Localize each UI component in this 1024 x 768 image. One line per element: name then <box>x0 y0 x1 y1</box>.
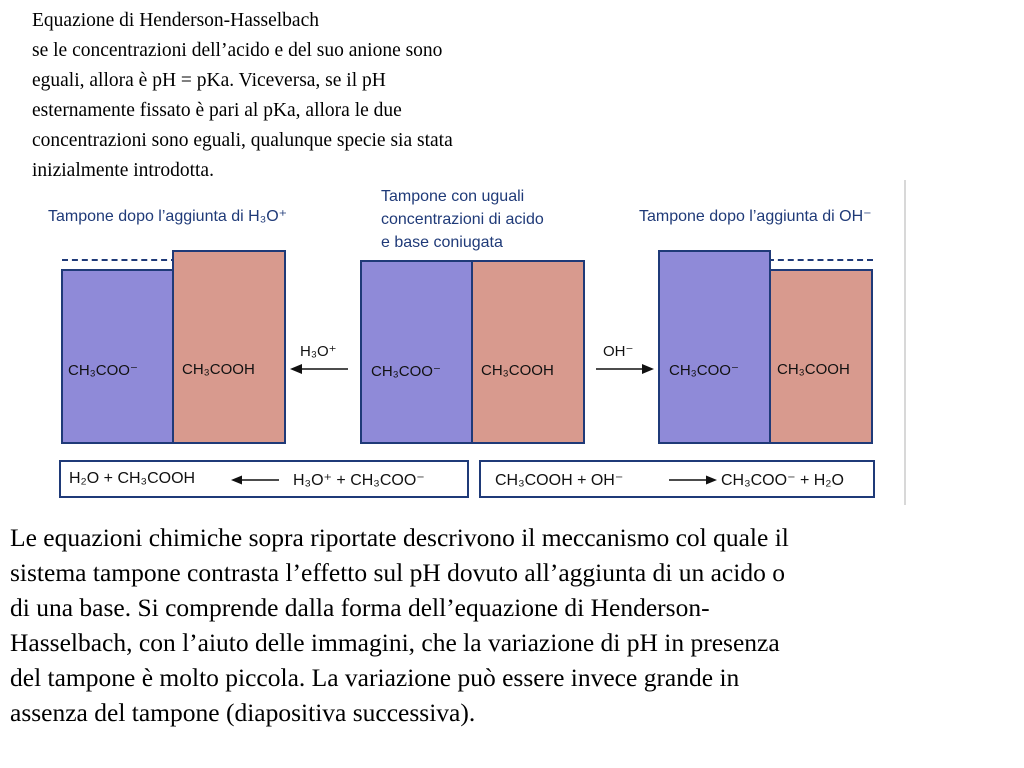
conclusion-line: del tampone è molto piccola. La variazione può essere invece grande in <box>10 663 740 692</box>
right-acid-label: CH₃COOH <box>777 361 850 378</box>
left-base-label: CH₃COO⁻ <box>68 362 138 379</box>
intro-line: esternamente fissato è pari al pKa, allora le due <box>32 100 402 121</box>
intro-line: inizialmente introdotta. <box>32 160 214 181</box>
center-acid-label: CH₃COOH <box>481 362 554 379</box>
right-equation-box <box>479 460 875 498</box>
right-arrow-label: OH⁻ <box>603 343 634 360</box>
conclusion-line: Hasselbach, con l’aiuto delle immagini, che la variazione di pH in presenza <box>10 628 780 657</box>
left-panel-title: Tampone dopo l’aggiunta di H₃O⁺ <box>48 208 288 225</box>
conclusion-line: Le equazioni chimiche sopra riportate descrivono il meccanismo col quale il <box>10 523 789 552</box>
right-equation-arrow-icon <box>669 474 719 486</box>
center-base-bar <box>360 260 473 444</box>
center-title-line: concentrazioni di acido <box>381 211 544 228</box>
right-base-label: CH₃COO⁻ <box>669 362 739 379</box>
left-equation-box <box>59 460 469 498</box>
left-acid-label: CH₃COOH <box>182 361 255 378</box>
intro-line: eguali, allora è pH = pKa. Viceversa, se il pH <box>32 70 386 91</box>
intro-line: concentrazioni sono eguali, qualunque specie sia stata <box>32 130 453 151</box>
left-equation-reactants: H₃O⁺ + CH₃COO⁻ <box>293 472 425 489</box>
conclusion-line: di una base. Si comprende dalla forma dell’equazione di Henderson- <box>10 593 710 622</box>
left-arrow-label: H₃O⁺ <box>300 343 337 360</box>
intro-title: Equazione di Henderson-Hasselbach <box>32 10 319 31</box>
conclusion-paragraph <box>10 520 1010 730</box>
left-equation-arrow-icon <box>231 474 281 486</box>
center-acid-bar <box>471 260 585 444</box>
left-acid-bar <box>172 250 286 444</box>
conclusion-line: assenza del tampone (diapositiva successiva). <box>10 698 476 727</box>
right-panel-title: Tampone dopo l’aggiunta di OH⁻ <box>639 208 872 225</box>
conclusion-line: sistema tampone contrasta l’effetto sul pH dovuto all’aggiunta di un acido o <box>10 558 785 587</box>
right-acid-bar <box>769 269 873 444</box>
intro-paragraph <box>32 6 612 186</box>
left-arrow-icon <box>290 362 350 376</box>
left-base-bar <box>61 269 174 444</box>
right-arrow-icon <box>596 362 656 376</box>
intro-line: se le concentrazioni dell’acido e del suo anione sono <box>32 40 443 61</box>
right-base-bar <box>658 250 771 444</box>
center-title-line: e base coniugata <box>381 234 503 251</box>
right-equation-reactants: CH₃COOH + OH⁻ <box>495 472 624 489</box>
right-equation-products: CH₃COO⁻ + H₂O <box>721 472 844 489</box>
center-base-label: CH₃COO⁻ <box>371 363 441 380</box>
center-panel-title <box>381 185 544 254</box>
center-title-line: Tampone con uguali <box>381 188 525 205</box>
left-equation-products: H₂O + CH₃COOH <box>69 470 196 487</box>
figure-frame-edge <box>904 180 906 505</box>
